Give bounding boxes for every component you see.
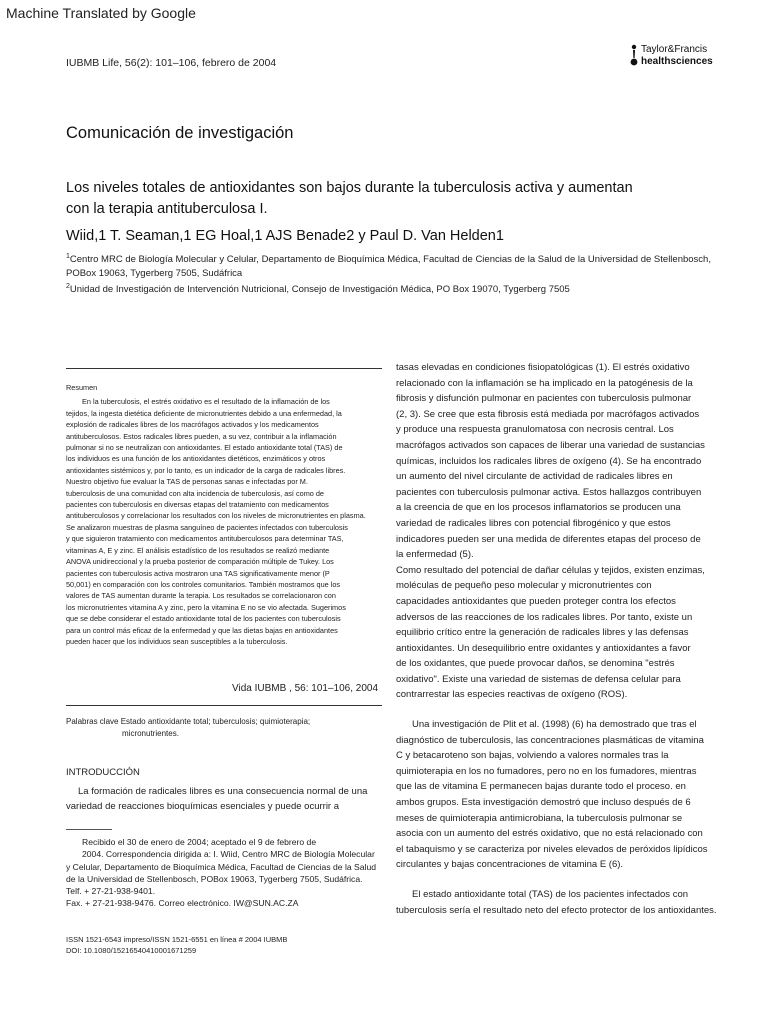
publisher-imprint: healthsciences xyxy=(641,56,713,67)
body-line: Como resultado del potencial de dañar células y tejidos, existen enzimas, xyxy=(396,564,705,576)
body-line: fibrosis y disfunción pulmonar en pacientes con tuberculosis pulmonar xyxy=(396,393,692,405)
publisher-logo xyxy=(630,44,750,68)
affiliation-number: 1 xyxy=(66,253,70,260)
abstract-line: tuberculosis de una comunidad con alta incidencia de tuberculosis, así como de xyxy=(66,488,324,498)
body-line: (2, 3). Se cree que esta fibrosis está mediada por macrófagos activados xyxy=(396,408,700,420)
abstract-line: pulmonar si no se neutralizan con antioxidantes. El estado antioxidante total (TAS) de xyxy=(66,443,343,453)
body-line: adversos de las reacciones de los radicales libres. Por tanto, existe un xyxy=(396,611,693,623)
machine-translation-banner: Machine Translated by Google xyxy=(6,5,196,21)
introduction-text xyxy=(66,784,384,814)
keywords xyxy=(66,716,382,739)
body-line: de los oxidantes, que puede provocar daños, se denomina "estrés xyxy=(396,658,675,670)
body-line: Una investigación de Plit et al. (1998) (6) ha demostrado que tras el xyxy=(412,719,697,731)
abstract-line: los individuos es una función de los antioxidantes dietéticos, enzimáticos y otros xyxy=(66,454,326,464)
abstract-line: ANOVA unidireccional y la prueba posterior de comparación múltiple de Tukey. Los xyxy=(66,557,334,567)
body-line: ambos grupos. Esta investigación demostró que incluso después de 6 xyxy=(396,797,691,809)
issn-doi xyxy=(66,934,287,956)
title-line: con la terapia antituberculosa I. xyxy=(66,201,268,217)
footnote-line: y Celular, Departamento de Bioquímica Médica, Facultad de Ciencias de la Salud xyxy=(66,861,377,872)
abstract-block xyxy=(66,382,384,647)
body-line: y produce una respuesta granulomatosa con necrosis central. Los xyxy=(396,424,674,436)
abstract-line: y que siguieron tratamiento con medicamentos antituberculosos para determinar TAS, xyxy=(66,534,344,544)
body-line: quimioterapia en los no fumadores, pero no en los fumadores, mientras xyxy=(396,765,697,777)
body-line: C y betacaroteno son bajas, volviendo a valores normales tras la xyxy=(396,750,669,762)
body-line: capacidades antioxidantes que pueden proteger contra los efectos xyxy=(396,595,676,607)
footnote-line: Telf. + 27-21-938-9401. xyxy=(66,886,156,897)
abstract-line: vitaminas A, E y zinc. El análisis estadístico de los resultados se realizó mediante xyxy=(66,545,330,555)
footnote-line: Recibido el 30 de enero de 2004; aceptado el 9 de febrero de xyxy=(82,837,317,847)
abstract-line: antituberculosos. Estos radicales libres pueden, a su vez, contribuir a la inflamación xyxy=(66,431,337,441)
abstract-line: pacientes con tuberculosis en diversas etapas del tratamiento con medicamentos xyxy=(66,500,329,510)
abstract-line: Se analizaron muestras de plasma sanguíneo de pacientes infectados con tuberculosis xyxy=(66,522,348,532)
affiliation-1 xyxy=(66,250,726,281)
body-line: indicadores pueden ser una medida de diferentes etapas del proceso de xyxy=(396,533,701,545)
keywords-line: Palabras clave Estado antioxidante total; tuberculosis; quimioterapia; xyxy=(66,717,311,726)
abstract-line: los micronutrientes vitamina A y zinc, pero la vitamina E no se vio afectada. Sugerimos xyxy=(66,602,346,612)
abstract-line: antioxidantes sistémicos y, por lo tanto, es un indicador de la carga de radicales libres. xyxy=(66,465,346,475)
footnote-line: Fax. + 27-21-938-9476. Correo electrónico. IW@SUN.AC.ZA xyxy=(66,898,299,909)
affiliation-line: POBox 19063, Tygerberg 7505, Sudáfrica xyxy=(66,268,243,280)
body-line: asocia con un aumento del estrés oxidativo, que no está relacionado con xyxy=(396,828,703,840)
abstract-line: Nuestro objetivo fue evaluar la TAS de personas sanas e infectadas por M. xyxy=(66,477,308,487)
footnote-line: de la Universidad de Stellenbosch, POBox 19063, Tygerberg 7505, Sudáfrica. xyxy=(66,873,363,884)
body-line: contrarrestar las especies reactivas de oxígeno (ROS). xyxy=(396,689,628,701)
abstract-top-rule xyxy=(66,368,382,369)
body-line: un aumento del nivel circulante de actividad de radicales libres en xyxy=(396,471,673,483)
abstract-bottom-rule xyxy=(66,705,382,706)
body-line: diagnóstico de tuberculosis, las concentraciones plasmáticas de vitamina xyxy=(396,734,704,746)
abstract-line: explosión de radicales libres de los macrófagos activados y los medicamentos xyxy=(66,420,319,430)
right-column-text xyxy=(396,360,726,918)
keywords-line: micronutrientes. xyxy=(122,728,179,738)
body-line: que las de vitamina E permanecen bajas durante todo el proceso. en xyxy=(396,781,686,793)
abstract-line: pacientes con tuberculosis activa mostraron una TAS significativamente menor (P xyxy=(66,568,330,578)
body-line: antioxidantes. Un desequilibrio entre oxidantes y antioxidantes a favor xyxy=(396,642,691,654)
body-line: a la creencia de que en los procesos inflamatorios se producen una xyxy=(396,502,681,514)
author-list: Wiid,1 T. Seaman,1 EG Hoal,1 AJS Benade2 y Paul D. Van Helden1 xyxy=(66,228,504,244)
doi-line: DOI: 10.1080/15216540410001671259 xyxy=(66,946,197,955)
publisher-name: Taylor&Francis xyxy=(641,44,708,55)
title-line: Los niveles totales de antioxidantes son bajos durante la tuberculosis activa y aumentan xyxy=(66,180,633,196)
journal-reference: IUBMB Life, 56(2): 101–106, febrero de 2004 xyxy=(66,57,277,69)
abstract-line: tejidos, la ingesta dietética deficiente de micronutrientes debido a una enfermedad, la xyxy=(66,408,342,418)
footnote xyxy=(66,836,384,910)
communication-type: Comunicación de investigación xyxy=(66,124,294,142)
body-line: relacionado con la inflamación se ha implicado en la patogénesis de la xyxy=(396,377,693,389)
body-line: El estado antioxidante total (TAS) de los pacientes infectados con xyxy=(412,889,689,900)
affiliation-line: Centro MRC de Biología Molecular y Celular, Departamento de Bioquímica Médica, Facultad de Ciencias de la Salud de la Universidad de Stellenbosch, xyxy=(69,254,711,266)
abstract-line: para un control más eficaz de la enfermedad y que las dietas bajas en antioxidantes xyxy=(66,625,338,635)
body-line: meses de quimioterapia antimicrobiana, la tuberculosis pulmonar se xyxy=(396,812,683,824)
publisher-logo-icon xyxy=(630,44,640,68)
abstract-citation: Vida IUBMB , 56: 101–106, 2004 xyxy=(232,683,379,694)
body-line: químicas, incluidos los radicales libres de oxígeno (4). Se ha encontrado xyxy=(396,455,702,467)
abstract-line: que se debe considerar el estado antioxidante total de los pacientes con tuberculosis xyxy=(66,614,341,624)
footnote-line: 2004. Correspondencia dirigida a: I. Wiid, Centro MRC de Biología Molecular xyxy=(82,849,375,860)
abstract-line: valores de TAS aumentan durante la terapia. Los resultados se correlacionaron con xyxy=(66,591,336,601)
body-line: variedad de reacciones bioquímicas esenciales y puede ocurrir a xyxy=(66,801,340,813)
body-line: variedad de radicales libres con potencial fibrogénico y que estos xyxy=(396,517,671,529)
body-line: equilibrio crítico entre la generación de radicales libres y las defensas xyxy=(396,627,689,639)
issn-line: ISSN 1521-6543 impreso/ISSN 1521-6551 en línea # 2004 IUBMB xyxy=(66,935,288,944)
body-line: tasas elevadas en condiciones fisiopatológicas (1). El estrés oxidativo xyxy=(396,362,690,373)
body-line: oxidativo". Existe una variedad de sistemas de defensa celular para xyxy=(396,673,681,685)
body-line: macrófagos activados son capaces de liberar una variedad de sustancias xyxy=(396,439,705,451)
affiliation-number: 2 xyxy=(66,283,70,290)
body-line: el tabaquismo y se caracteriza por niveles elevados de peróxidos lipídicos xyxy=(396,843,708,855)
abstract-heading: Resumen xyxy=(66,383,98,392)
abstract-line: pueden hacer que los individuos sean susceptibles a la tuberculosis. xyxy=(66,636,288,646)
body-line: tuberculosis sería el resultado neto del efecto protector de los antioxidantes. xyxy=(396,904,717,916)
abstract-line: antituberculosos y correlacionar los resultados con los niveles de micronutrientes en plasma. xyxy=(66,511,366,521)
affiliation-2 xyxy=(66,280,726,297)
body-line: pacientes con tuberculosis pulmonar activa. Estos hallazgos contribuyen xyxy=(396,486,702,498)
section-heading-introduction: INTRODUCCIÓN xyxy=(66,767,140,778)
paper-title xyxy=(66,178,706,220)
footnote-rule xyxy=(66,829,112,830)
body-line: moléculas de pequeño peso molecular y micronutrientes con xyxy=(396,580,652,592)
abstract-line: 50,001) en comparación con los controles comunitarios. También mostramos que los xyxy=(66,579,341,589)
abstract-line: En la tuberculosis, el estrés oxidativo es el resultado de la inflamación de los xyxy=(82,397,330,407)
body-line: La formación de radicales libres es una consecuencia normal de una xyxy=(78,786,368,797)
body-line: circulantes y bajas concentraciones de vitamina E (6). xyxy=(396,859,624,871)
affiliation-line: Unidad de Investigación de Intervención Nutricional, Consejo de Investigación Médica, PO Box 19070, Tygerberg 7505 xyxy=(69,284,570,296)
body-line: la enfermedad (5). xyxy=(396,549,474,561)
